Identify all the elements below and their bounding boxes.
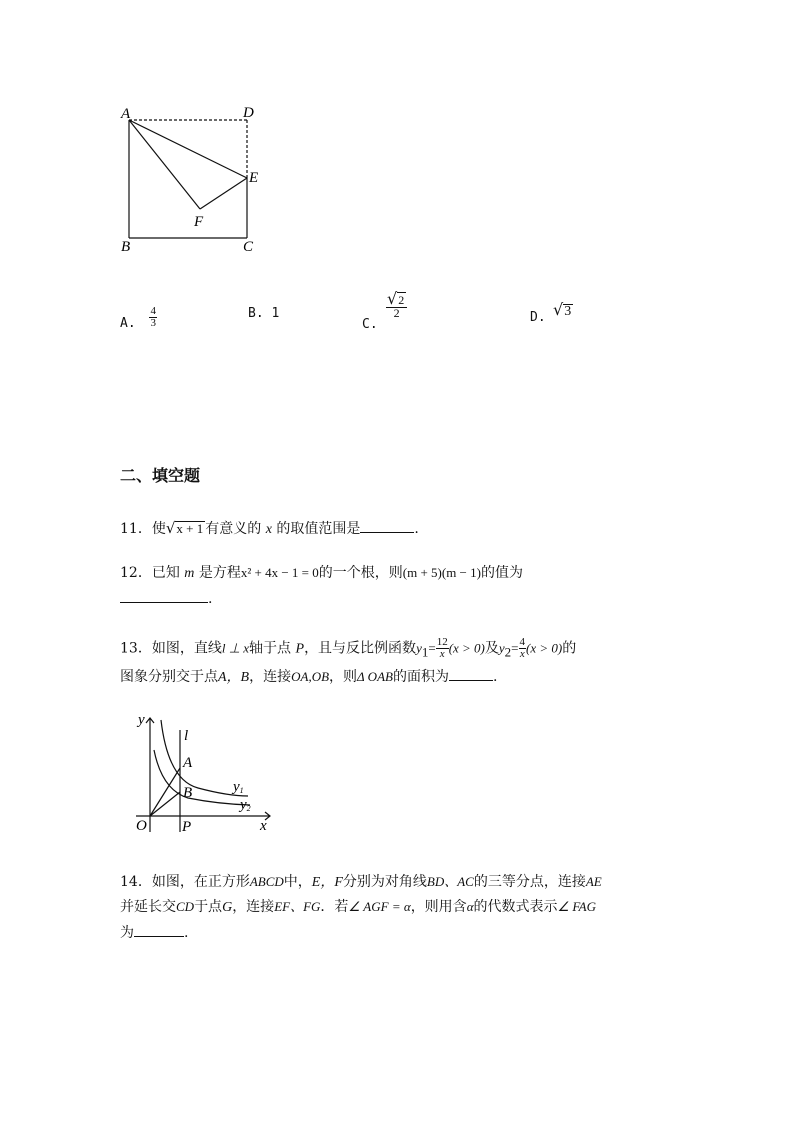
q14-angle-FAG: ∠ FAG bbox=[557, 899, 597, 914]
fig2-label-y: y bbox=[138, 712, 145, 728]
choice-d-radicand: 3 bbox=[564, 304, 572, 319]
choice-a-denominator: 3 bbox=[150, 317, 156, 329]
q14-AE: AE bbox=[585, 874, 602, 889]
label-B: B bbox=[121, 239, 131, 255]
q13-end1: 的 bbox=[562, 640, 577, 657]
q13-mid2: ，且与反比例函数 bbox=[304, 640, 417, 657]
q12-expression: (m + 5)(m − 1) bbox=[402, 565, 481, 580]
question-12-line2 bbox=[120, 588, 212, 609]
q13-line2-a: 图象分别交于点 bbox=[120, 669, 218, 685]
q13-y1: y bbox=[416, 640, 422, 656]
q13-cond2: (x > 0) bbox=[526, 640, 563, 656]
q11-suffix2: 的取值范围是 bbox=[276, 521, 361, 537]
choice-a[interactable] bbox=[120, 305, 157, 335]
q13-line2-d: 的面积为 bbox=[392, 669, 449, 685]
choice-c-denominator: 2 bbox=[393, 306, 400, 320]
question-13 bbox=[120, 637, 576, 662]
choice-a-numerator: 4 bbox=[150, 305, 156, 317]
label-E: E bbox=[249, 170, 259, 186]
q13-prefix: 13．如图，直线 bbox=[120, 640, 222, 657]
q14-angle-AGF: ∠ AGF = α bbox=[348, 899, 411, 914]
q14-l1-d: 的三等分点，连接 bbox=[473, 874, 586, 890]
fig2-y1-sub: 1 bbox=[239, 786, 244, 795]
fig2-label-P: P bbox=[182, 819, 192, 835]
choice-a-label: A. bbox=[120, 316, 136, 331]
fig2-y2-sub: 2 bbox=[246, 804, 251, 813]
fig2-label-O: O bbox=[136, 818, 147, 834]
q13-y2-sub: 2 bbox=[504, 644, 512, 660]
q13-line-condition: l ⊥ x bbox=[221, 640, 250, 656]
q14-l1-c: 分别为对角线 bbox=[342, 874, 427, 890]
label-F: F bbox=[194, 214, 204, 230]
choice-d[interactable] bbox=[530, 310, 546, 325]
question-14-line3 bbox=[120, 922, 188, 943]
q13-point-P: P bbox=[295, 641, 305, 657]
q14-l2-a: 并延长交 bbox=[120, 899, 176, 915]
q13-end: . bbox=[492, 669, 498, 685]
q13-y1-sub: 1 bbox=[421, 644, 429, 660]
choice-b[interactable]: B. 1 bbox=[248, 306, 280, 321]
q14-CD: CD bbox=[176, 899, 195, 914]
q13-y1-den: x bbox=[439, 648, 445, 660]
fig2-label-y2 bbox=[238, 797, 251, 813]
q14-l3-a: 为 bbox=[120, 925, 134, 941]
fig2-label-y1 bbox=[231, 779, 244, 795]
q14-alpha: α bbox=[466, 899, 474, 914]
q13-line2-c: ，则 bbox=[329, 669, 358, 685]
question-14-line2 bbox=[120, 897, 596, 918]
q14-l1-b: 中， bbox=[283, 874, 312, 890]
q13-y1-fraction bbox=[436, 637, 449, 660]
q14-l2-e: ，则用含 bbox=[410, 899, 467, 915]
q12-equation: x² + 4x − 1 = 0 bbox=[240, 565, 319, 580]
q12-answer-blank[interactable] bbox=[120, 588, 208, 603]
q11-suffix: 有意义的 bbox=[205, 521, 262, 537]
q11-end: . bbox=[414, 521, 419, 537]
fig2-label-x: x bbox=[260, 818, 267, 834]
fig2-label-l: l bbox=[184, 728, 189, 744]
question-11: 11．使√x + 1 有意义的 x 的取值范围是 . bbox=[120, 519, 419, 537]
q14-l2-b: 于点 bbox=[194, 899, 223, 915]
q13-y2-fraction bbox=[519, 637, 527, 660]
q14-l2-d: ．若 bbox=[320, 899, 349, 915]
q13-y2: y bbox=[498, 640, 505, 656]
q11-prefix: 11．使 bbox=[120, 521, 166, 537]
q13-triangle: Δ OAB bbox=[357, 669, 393, 684]
q14-l1-a: 14．如图，在正方形 bbox=[120, 874, 250, 890]
q13-OA-OB: OA,OB bbox=[291, 669, 330, 684]
q12-suffix: 的值为 bbox=[480, 565, 523, 581]
q13-cond1: (x > 0) bbox=[448, 640, 485, 656]
q13-and: 及 bbox=[484, 640, 499, 657]
q13-y1-num: 12 bbox=[436, 636, 448, 648]
q14-end: . bbox=[184, 925, 189, 941]
label-D: D bbox=[243, 105, 254, 121]
q13-answer-blank[interactable] bbox=[449, 666, 493, 681]
q14-EF: E，F bbox=[311, 875, 343, 890]
q12-mid2: 的一个根，则 bbox=[318, 565, 403, 581]
figure-hyperbola bbox=[128, 710, 278, 840]
q14-EF-FG: EF、FG bbox=[274, 899, 321, 914]
choice-d-label: D. bbox=[530, 310, 546, 325]
label-A: A bbox=[121, 106, 131, 122]
question-12 bbox=[120, 563, 523, 584]
figure-square-fold bbox=[110, 98, 280, 258]
q14-BD-AC: BD、AC bbox=[426, 874, 474, 889]
q14-G: G bbox=[222, 900, 233, 915]
q12-prefix: 12．已知 bbox=[120, 565, 180, 581]
q13-y2-den: x bbox=[519, 648, 525, 660]
section-title: 二、填空题 bbox=[120, 466, 201, 485]
q12-mid: 是方程 bbox=[198, 565, 241, 581]
q12-m: m bbox=[184, 566, 195, 581]
label-C: C bbox=[243, 239, 254, 255]
question-13-line2 bbox=[120, 666, 497, 688]
q14-answer-blank[interactable] bbox=[134, 922, 184, 937]
choice-c-radicand: 2 bbox=[398, 293, 405, 307]
fig2-y1-letter: y bbox=[233, 779, 240, 795]
q13-line2-b: ，连接 bbox=[249, 669, 292, 685]
fig2-label-B: B bbox=[183, 785, 193, 801]
q12-end: . bbox=[208, 591, 213, 607]
choice-c-fraction: $\frac{√2}{2}$ bbox=[386, 292, 407, 319]
q14-l2-f: 的代数式表示 bbox=[473, 899, 558, 915]
q13-eq2: = bbox=[511, 640, 519, 656]
choice-c[interactable] bbox=[362, 317, 378, 332]
fig2-label-A: A bbox=[183, 755, 193, 771]
q14-l2-c: ，连接 bbox=[232, 899, 275, 915]
q13-y2-num: 4 bbox=[519, 636, 526, 648]
q13-eq1: = bbox=[428, 640, 436, 656]
question-14 bbox=[120, 872, 602, 893]
q11-radicand: x + 1 bbox=[176, 521, 204, 536]
choice-d-sqrt: √3 bbox=[553, 300, 572, 319]
fig2-y2-letter: y bbox=[240, 797, 247, 813]
q11-variable: x bbox=[265, 522, 272, 537]
q11-answer-blank[interactable] bbox=[360, 518, 414, 533]
choice-c-label: C. bbox=[362, 317, 378, 332]
q14-ABCD: ABCD bbox=[249, 874, 284, 889]
q13-mid: 轴于点 bbox=[249, 640, 292, 657]
q13-points-AB: A，B bbox=[218, 670, 250, 685]
choice-a-fraction bbox=[149, 306, 157, 329]
